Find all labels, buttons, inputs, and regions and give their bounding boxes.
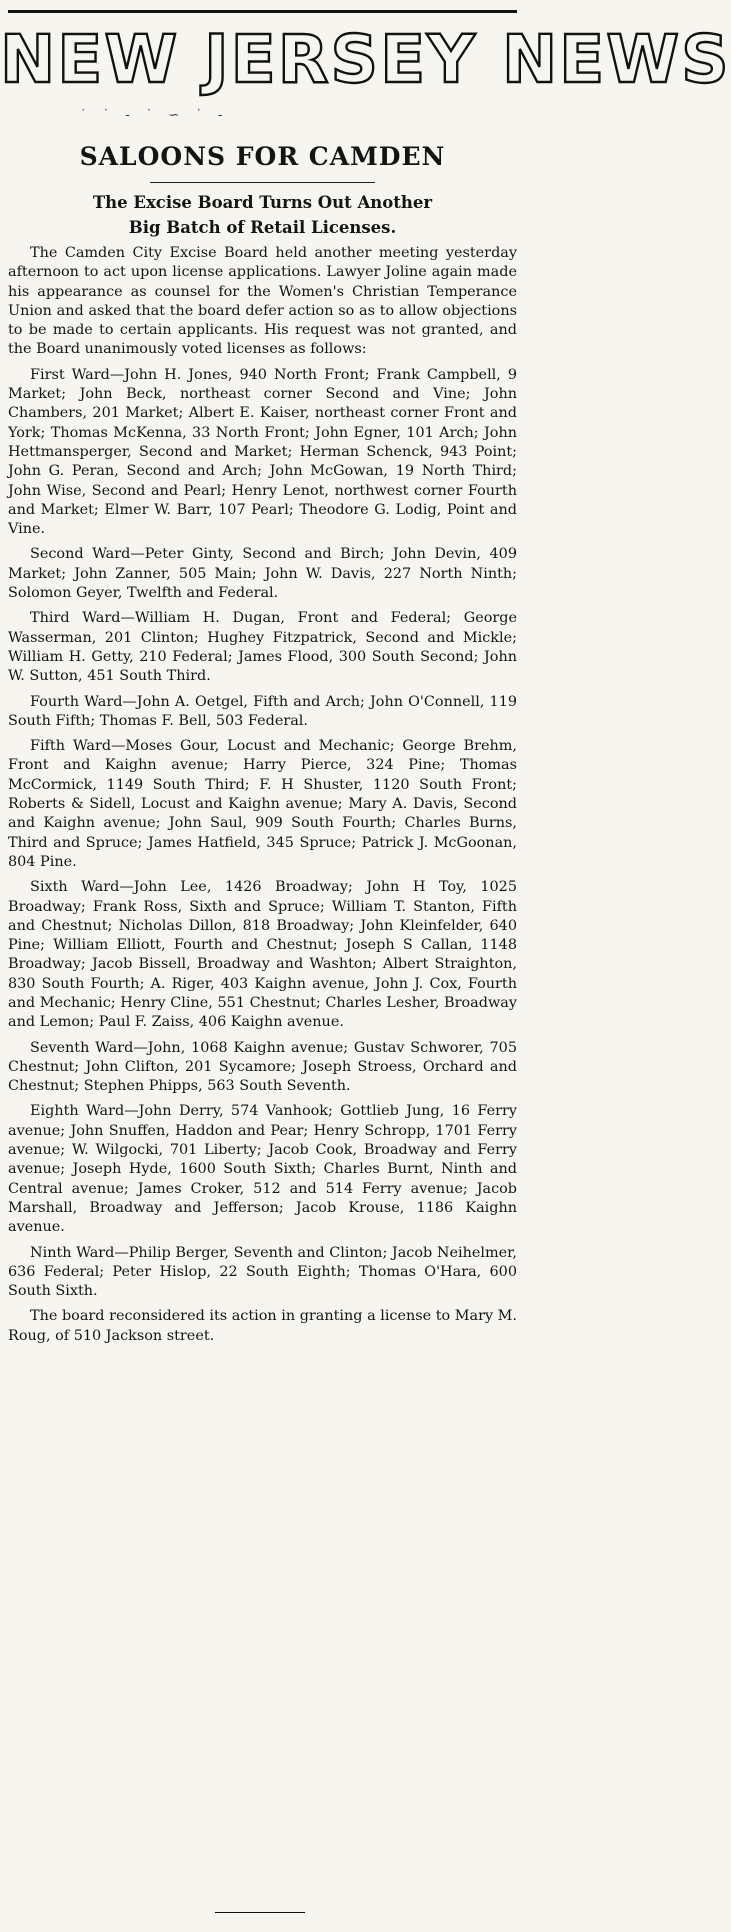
paragraph-ninth-ward: Ninth Ward—Philip Berger, Seventh and Clinton; Jacob Neihelmer, 636 Federal; Peter Hislop, 22 South Eighth; Thomas O'Hara, 600 South Sixth. <box>8 1244 517 1300</box>
paragraph-closing: The board reconsidered its action in granting a license to Mary M. Roug, of 510 Jackson street. <box>8 1308 517 1344</box>
paragraph-sixth-ward: Sixth Ward—John Lee, 1426 Broadway; John H Toy, 1025 Broadway; Frank Ross, Sixth and Spruce; William T. Stanton, Fifth and Chestnut; Nicholas Dillon, 818 Broadway; John Kleinfelder, 640 Pine; William Elliott, Fourth and Chestnut; Joseph S Callan, 1148 Broadway; Jacob Bissell, Broadway and Washton; Albert Straighton, 830 South Fourth; A. Riger, 403 Kaighn avenue, John J. Cox, Fourth and Mechanic; Henry Cline, 551 Chestnut; Charles Lesher, Broadway and Lemon; Paul F. Zaiss, 406 Kaighn avenue. <box>8 879 517 1031</box>
paragraph-first-ward: First Ward—John H. Jones, 940 North Front; Frank Campbell, 9 Market; John Beck, northeast corner Second and Vine; John Chambers, 201 Market; Albert E. Kaiser, northeast corner Front and York; Thomas McKenna, 33 North Front; John Egner, 101 Arch; John Hettmansperger, Second and Market; Herman Schenck, 943 Point; John G. Peran, Second and Arch; John McGowan, 19 North Third; John Wise, Second and Pearl; Henry Lenot, northwest corner Fourth and Market; Elmer W. Barr, 107 Pearl; Theodore G. Lodig, Point and Vine. <box>8 366 517 538</box>
article-subhead-line-1: The Excise Board Turns Out Another <box>92 193 433 212</box>
paragraph-fifth-ward: Fifth Ward—Moses Gour, Locust and Mechanic; George Brehm, Front and Kaighn avenue; Harry Pierce, 324 Pine; Thomas McCormick, 1149 South Third; F. H Shuster, 1120 South Front; Roberts & Sidell, Locust and Kaighn avenue; Mary A. Davis, Second and Kaighn avenue; John Saul, 909 South Fourth; Charles Burns, Third and Spruce; James Hatfield, 345 Spruce; Patrick J. McGoonan, 804 Pine. <box>8 738 517 870</box>
paragraph-third-ward: Third Ward—William H. Dugan, Front and Federal; George Wasserman, 201 Clinton; Hughey Fitzpatrick, Second and Mickle; William H. Getty, 210 Federal; James Flood, 300 South Second; John W. Sutton, 451 South Third. <box>8 610 517 685</box>
paragraph-fourth-ward: Fourth Ward—John A. Oetgel, Fifth and Arch; John O'Connell, 119 South Fifth; Thomas F. Bell, 503 Federal. <box>8 693 517 729</box>
paragraph-second-ward: Second Ward—Peter Ginty, Second and Birch; John Devin, 409 Market; John Zanner, 505 Main; John W. Davis, 227 North Ninth; Solomon Geyer, Twelfth and Federal. <box>8 546 517 602</box>
article-headline: SALOONS FOR CAMDEN <box>79 142 446 171</box>
masthead-title: NEW JERSEY NEWS <box>0 21 731 98</box>
paragraph-eighth-ward: Eighth Ward—John Derry, 574 Vanhook; Gottlieb Jung, 16 Ferry avenue; John Snuffen, Haddon and Pear; Henry Schropp, 1701 Ferry avenue; W. Wilgocki, 701 Liberty; Jacob Cook, Broadway and Ferry avenue; Joseph Hyde, 1600 South Sixth; Charles Burnt, Ninth and Central avenue; James Croker, 512 and 514 Ferry avenue; Jacob Marshall, Broadway and Jefferson; Jacob Krouse, 1186 Kaighn avenue. <box>8 1103 517 1236</box>
headline-rule <box>150 182 375 183</box>
paragraph-intro: The Camden City Excise Board held another meeting yesterday afternoon to act upon license applications. Lawyer Joline again made his appearance as counsel for the Women's Christian Temperance Union and asked that the board defer action so as to allow objections to be made to certain applicants. His request was not granted, and the Board unanimously voted licenses as follows: <box>8 245 517 358</box>
article-body <box>8 244 517 1352</box>
article-subhead-line-2: Big Batch of Retail Licenses. <box>128 218 397 237</box>
top-rule <box>8 10 517 13</box>
paragraph-seventh-ward: Seventh Ward—John, 1068 Kaighn avenue; Gustav Schworer, 705 Chestnut; John Clifton, 201 Sycamore; Joseph Stroess, Orchard and Chestnut; Stephen Phipps, 563 South Seventh. <box>8 1039 517 1095</box>
masthead-ornament: ˙ ˙ - ˙ ∽ ˙ - <box>80 108 229 123</box>
end-rule <box>215 1912 305 1913</box>
